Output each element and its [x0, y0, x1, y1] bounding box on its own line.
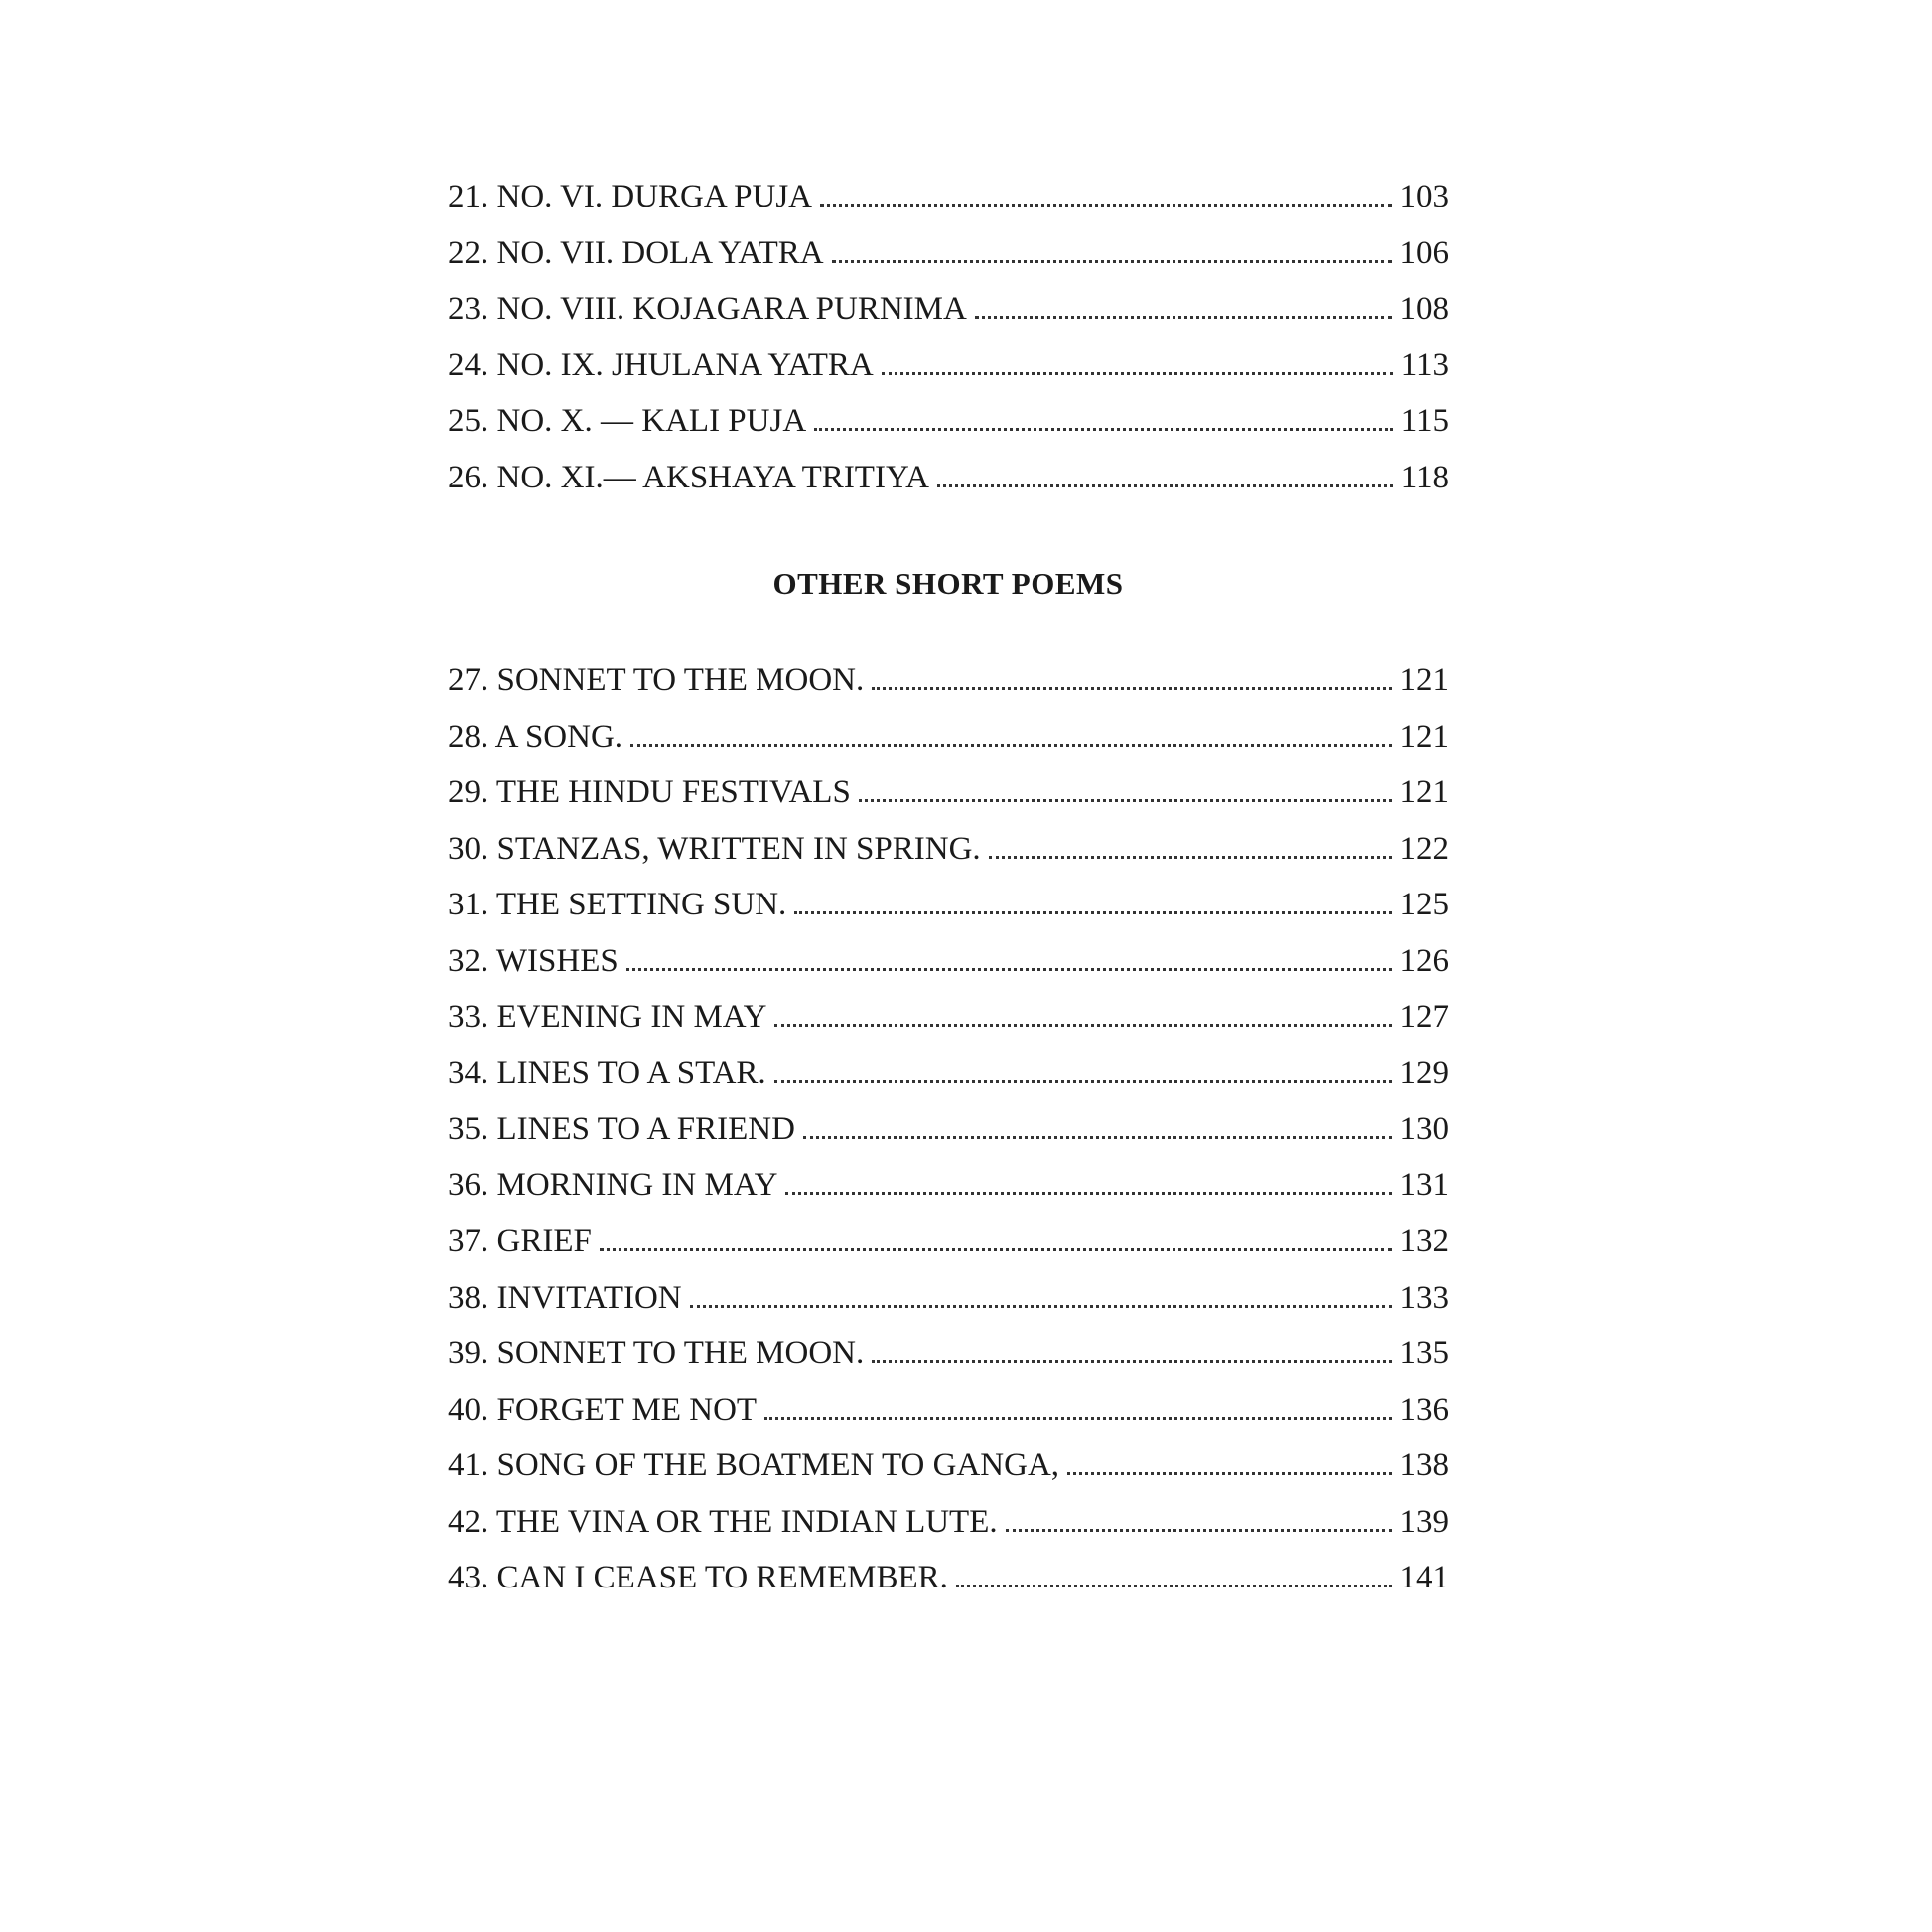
- toc-entry-title: 38. INVITATION: [448, 1279, 682, 1315]
- toc-entry[interactable]: [448, 393, 1449, 450]
- toc-entry[interactable]: [448, 933, 1449, 990]
- toc-entry-page: 139: [1399, 1503, 1449, 1540]
- toc-entry-title: 31. THE SETTING SUN.: [448, 887, 787, 922]
- toc-entry-page: 113: [1400, 346, 1449, 383]
- toc-entry[interactable]: [448, 1494, 1449, 1551]
- toc-entry-page: 106: [1399, 234, 1449, 271]
- toc-entry[interactable]: [448, 1438, 1449, 1494]
- toc-entry[interactable]: [448, 1045, 1449, 1102]
- dot-leader: [872, 687, 1391, 690]
- toc-entry-page: 133: [1399, 1279, 1449, 1315]
- toc-entry[interactable]: [448, 821, 1449, 878]
- dot-leader: [859, 799, 1392, 802]
- toc-group-festivals: [448, 169, 1449, 505]
- toc-entry-title: 26. NO. XI.— AKSHAYA TRITIYA: [448, 459, 929, 495]
- toc-entry-page: 127: [1399, 999, 1449, 1035]
- toc-entry-page: 136: [1399, 1391, 1449, 1428]
- toc-entry[interactable]: [448, 1101, 1449, 1158]
- dot-leader: [975, 316, 1392, 319]
- toc-entry[interactable]: [448, 169, 1449, 225]
- toc-entry-page: 122: [1399, 830, 1449, 867]
- dot-leader: [820, 204, 1391, 207]
- toc-entry-title: 24. NO. IX. JHULANA YATRA: [448, 346, 874, 383]
- toc-entry-page: 138: [1399, 1448, 1449, 1483]
- dot-leader: [794, 911, 1391, 914]
- toc-entry-title: 40. FORGET ME NOT: [448, 1391, 758, 1428]
- toc-entry[interactable]: [448, 1325, 1449, 1382]
- dot-leader: [882, 372, 1393, 375]
- dot-leader: [1006, 1529, 1392, 1532]
- toc-entry-page: 141: [1399, 1560, 1449, 1595]
- toc-entry-title: 23. NO. VIII. KOJAGARA PURNIMA: [448, 291, 967, 327]
- dot-leader: [690, 1305, 1392, 1308]
- toc-entry-title: 27. SONNET TO THE MOON.: [448, 662, 865, 698]
- toc-entry-page: 115: [1400, 403, 1449, 439]
- toc-entry-page: 125: [1399, 887, 1449, 922]
- toc-entry[interactable]: [448, 989, 1449, 1045]
- toc-entry-title: 30. STANZAS, WRITTEN IN SPRING.: [448, 830, 981, 867]
- toc-entry-title: 32. WISHES: [448, 942, 619, 979]
- dot-leader: [814, 428, 1393, 431]
- toc-entry[interactable]: [448, 225, 1449, 282]
- toc-entry[interactable]: [448, 1270, 1449, 1326]
- toc-entry[interactable]: [448, 281, 1449, 338]
- toc-entry-page: 130: [1399, 1111, 1449, 1147]
- toc-entry[interactable]: [448, 709, 1449, 765]
- toc-entry-title: 43. CAN I CEASE TO REMEMBER.: [448, 1560, 948, 1595]
- dot-leader: [1067, 1472, 1391, 1475]
- toc-entry-page: 121: [1399, 774, 1449, 810]
- dot-leader: [937, 484, 1393, 487]
- toc-entry-title: 33. EVENING IN MAY: [448, 999, 767, 1035]
- toc-entry-title: 35. LINES TO A FRIEND: [448, 1111, 795, 1147]
- dot-leader: [785, 1192, 1391, 1195]
- dot-leader: [630, 744, 1391, 747]
- table-of-contents: [448, 169, 1449, 1606]
- toc-entry-title: 39. SONNET TO THE MOON.: [448, 1335, 865, 1371]
- toc-entry-page: 118: [1400, 459, 1449, 495]
- toc-entry-title: 42. THE VINA OR THE INDIAN LUTE.: [448, 1503, 998, 1540]
- dot-leader: [774, 1024, 1391, 1027]
- dot-leader: [989, 856, 1392, 859]
- toc-entry-page: 132: [1399, 1223, 1449, 1259]
- toc-entry-title: 29. THE HINDU FESTIVALS: [448, 774, 851, 810]
- toc-group-short-poems: [448, 652, 1449, 1606]
- toc-entry-page: 121: [1399, 718, 1449, 755]
- toc-entry[interactable]: [448, 1213, 1449, 1270]
- dot-leader: [774, 1080, 1392, 1083]
- dot-leader: [803, 1136, 1392, 1139]
- toc-entry[interactable]: [448, 1550, 1449, 1606]
- dot-leader: [764, 1417, 1391, 1420]
- toc-entry-page: 103: [1399, 179, 1449, 214]
- toc-entry-title: 25. NO. X. — KALI PUJA: [448, 403, 807, 439]
- toc-entry-page: 135: [1399, 1335, 1449, 1371]
- toc-entry-title: 41. SONG OF THE BOATMEN TO GANGA,: [448, 1448, 1060, 1483]
- toc-entry-page: 108: [1399, 291, 1449, 327]
- toc-entry-page: 121: [1399, 662, 1449, 698]
- toc-entry-title: 37. GRIEF: [448, 1223, 592, 1259]
- section-heading: OTHER SHORT POEMS: [772, 566, 1124, 601]
- dot-leader: [600, 1248, 1392, 1251]
- toc-entry-title: 34. LINES TO A STAR.: [448, 1054, 766, 1091]
- dot-leader: [872, 1360, 1391, 1363]
- toc-entry[interactable]: [448, 338, 1449, 394]
- toc-entry-title: 21. NO. VI. DURGA PUJA: [448, 179, 813, 214]
- toc-entry-page: 131: [1399, 1167, 1449, 1203]
- toc-entry-title: 22. NO. VII. DOLA YATRA: [448, 234, 824, 271]
- toc-entry[interactable]: [448, 1158, 1449, 1214]
- toc-entry[interactable]: [448, 450, 1449, 506]
- dot-leader: [832, 260, 1392, 263]
- toc-entry-title: 28. A SONG.: [448, 718, 623, 755]
- toc-entry-title: 36. MORNING IN MAY: [448, 1167, 778, 1203]
- toc-entry-page: 126: [1399, 942, 1449, 979]
- dot-leader: [626, 968, 1392, 971]
- toc-entry[interactable]: [448, 1382, 1449, 1439]
- toc-entry[interactable]: [448, 652, 1449, 709]
- dot-leader: [956, 1585, 1392, 1587]
- toc-entry[interactable]: [448, 877, 1449, 933]
- toc-entry[interactable]: [448, 764, 1449, 821]
- toc-entry-page: 129: [1399, 1054, 1449, 1091]
